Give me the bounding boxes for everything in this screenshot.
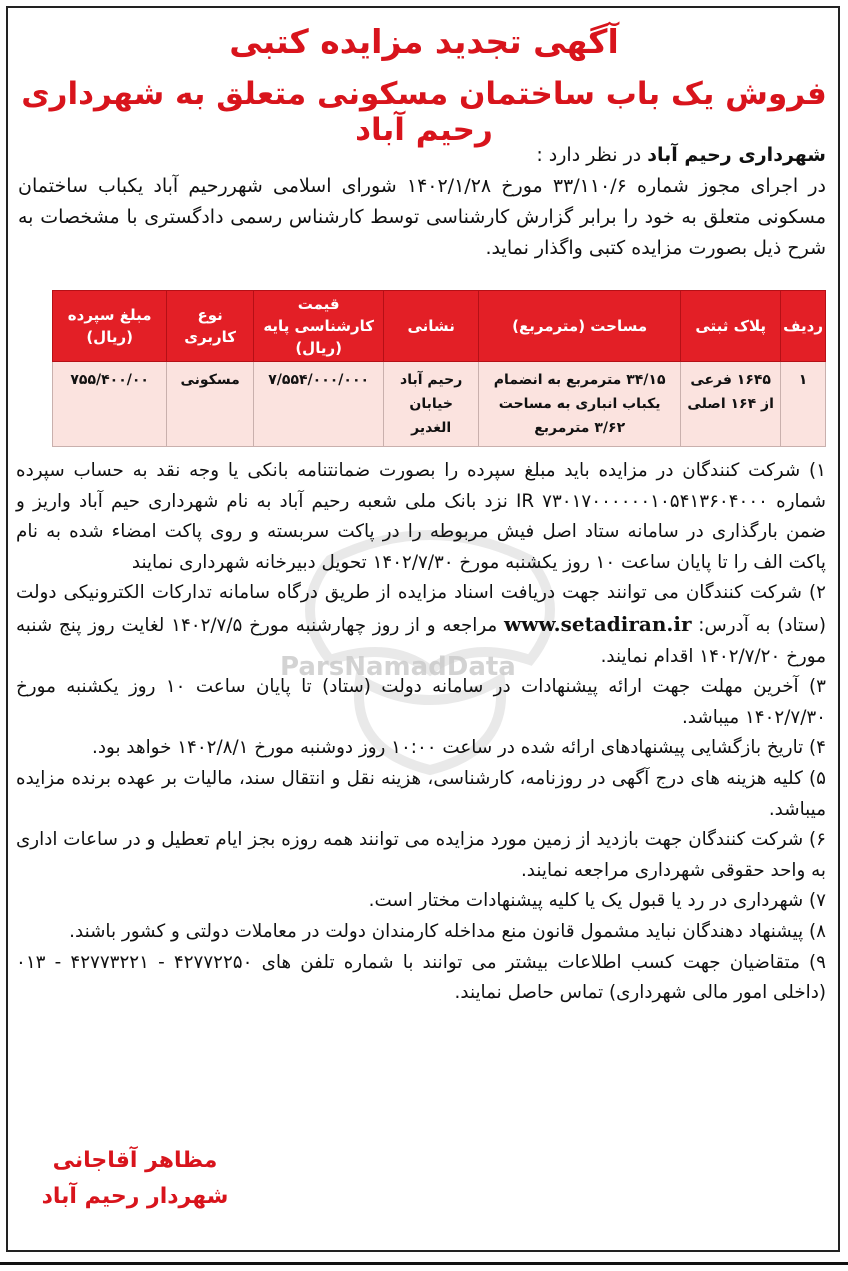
cell-pelak: ۱۶۴۵ فرعی از ۱۶۴ اصلی — [681, 362, 781, 447]
notice-subtitle: فروش یک باب ساختمان مسکونی متعلق به شهرداری رحیم آباد — [21, 76, 827, 148]
condition-item-2-b: مراجعه و از روز چهارشنبه مورخ ۱۴۰۲/۷/۵ لغایت روز پنج شنبه مورخ ۱۴۰۲/۷/۲۰ اقدام نمایند. — [16, 614, 826, 667]
header-gheymat: قیمت کارشناسی پایه (ریال) — [254, 291, 384, 362]
condition-item-6: ۶) شرکت کنندگان جهت بازدید از زمین مورد مزایده می توانند همه روزه بجز ایام تعطیل و در ساعات اداری به واحد حقوقی شهرداری مراجعه نمایند. — [16, 829, 826, 881]
header-masahat: مساحت (مترمربع) — [479, 291, 681, 362]
condition-item-2-a: ۲) شرکت کنندگان می توانند جهت دریافت اسناد مزایده از طریق درگاه سامانه تدارکات الکترونیکی دولت (ستاد) به آدرس: — [16, 582, 827, 636]
header-neshani: نشانی — [384, 291, 479, 362]
condition-item-3: ۳) آخرین مهلت جهت ارائه پیشنهادات در سامانه دولت (ستاد) تا پایان ساعت ۱۰ روز یکشنبه مورخ ۱۴۰۲/۷/۳۰ میباشد. — [16, 676, 826, 728]
bottom-divider — [0, 1262, 848, 1265]
condition-item-5: ۵) کلیه هزینه های درج آگهی در روزنامه، کارشناسی، هزینه نقل و انتقال سند، مالیات بر عهده برنده مزایده میباشد. — [16, 767, 826, 820]
condition-item-8: ۸) پیشنهاد دهندگان نباید مشمول قانون منع مداخله کارمندان دولت در معاملات دولتی و کشور باشند. — [69, 920, 826, 942]
condition-item-1: ۱) شرکت کنندگان در مزایده باید مبلغ سپرده را بصورت ضمانتنامه بانکی یا وجه نقد به حساب سپرده شماره IR ۷۳۰۱۷۰۰۰۰۰۰۱۰۵۴۱۳۶۰۴۰۰۰ نزد بانک ملی شعبه رحیم آباد به نام شهرداری حیم آباد واریز و ضمن بارگذاری در سامانه ستاد اصل فیش مربوطه را در پاکت سربسته و روی پاکت امضاء شده به نام پاکت الف را تا پایان ساعت ۱۰ روز یکشنبه مورخ ۱۴۰۲/۷/۳۰ تحویل دبیرخانه شهرداری نمایند — [16, 460, 826, 573]
condition-item-4: ۴) تاریخ بازگشایی پیشنهادهای ارائه شده در ساعت ۱۰:۰۰ روز دوشنبه مورخ ۱۴۰۲/۸/۱ خواهد بود. — [92, 737, 826, 759]
condition-item-9: ۹) متقاضیان جهت کسب اطلاعات بیشتر می توانند با شماره تلفن های ۴۲۷۷۲۲۵۰ - ۴۲۷۷۳۲۲۱ - ۰۱۳ (داخلی امور مالی شهرداری) تماس حاصل نمایند. — [16, 951, 826, 1004]
table-row — [53, 362, 826, 447]
signature-block — [40, 1143, 230, 1215]
intro-body: در اجرای مجوز شماره ۳۳/۱۱۰/۶ مورخ ۱۴۰۲/۱/۲۸ شورای اسلامی شهررحیم آباد یکباب ساختمان مسکونی متعلق به خود را برابر گزارش کارشناسی توسط کارشناس رسمی دادگستری با مشخصات به شرح ذیل بصورت مزایده کتبی واگذار نماید. — [18, 175, 826, 259]
setadiran-link[interactable]: www.setadiran.ir — [503, 611, 692, 636]
header-karbari: نوع کاربری — [167, 291, 254, 362]
conditions-list — [16, 456, 826, 1009]
cell-sepordeh: ۷۵۵/۴۰۰/۰۰ — [53, 362, 167, 447]
cell-neshani: رحیم آباد خیابان الغدیر — [384, 362, 479, 447]
cell-karbari: مسکونی — [167, 362, 254, 447]
signature-name: مظاهر آقاجانی — [52, 1148, 218, 1173]
header-sepordeh: مبلغ سپرده (ریال) — [53, 291, 167, 362]
header-pelak: پلاک ثبتی — [681, 291, 781, 362]
cell-masahat: ۳۴/۱۵ مترمربع به انضمام یکباب انباری به مساحت ۳/۶۲ مترمربع — [479, 362, 681, 447]
intro-paragraph — [18, 140, 826, 264]
organization-name: شهرداری رحیم آباد — [647, 144, 826, 166]
organization-suffix: در نظر دارد : — [536, 144, 648, 166]
notice-title: آگهی تجدید مزایده کتبی — [229, 22, 619, 61]
table-header-row — [53, 291, 826, 362]
signature-title: شهردار رحیم آباد — [41, 1184, 229, 1209]
watermark-text: ParsNamadData — [280, 652, 516, 682]
cell-gheymat: ۷/۵۵۴/۰۰۰/۰۰۰ — [254, 362, 384, 447]
header-radif: ردیف — [781, 291, 826, 362]
cell-radif: ۱ — [781, 362, 826, 447]
property-table — [52, 290, 826, 447]
condition-item-7: ۷) شهرداری در رد یا قبول یک یا کلیه پیشنهادات مختار است. — [368, 890, 826, 912]
condition-item-2 — [16, 578, 826, 672]
